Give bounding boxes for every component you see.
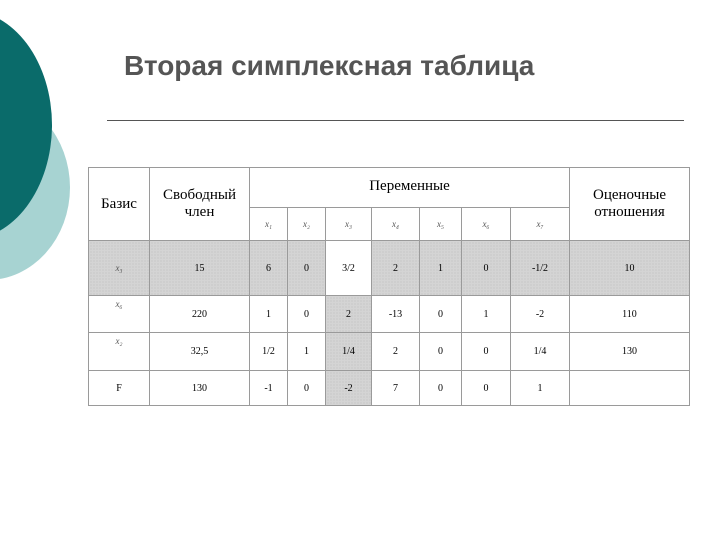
row-cell: 6 xyxy=(250,241,288,296)
row-cell: -2 xyxy=(511,296,570,333)
row-cell: -1/2 xyxy=(511,241,570,296)
row-cell: 1 xyxy=(420,241,462,296)
row-ratio: 10 xyxy=(570,241,690,296)
pivot-cell: 3/2 xyxy=(326,241,372,296)
row-cell: 2 xyxy=(326,296,372,333)
row-cell: 0 xyxy=(288,371,326,406)
var-header-x6: x₆ xyxy=(462,208,511,241)
row-basis: x₃ xyxy=(89,241,150,296)
var-header-x2: x₂ xyxy=(288,208,326,241)
row-cell: 0 xyxy=(462,371,511,406)
row-cell: -13 xyxy=(372,296,420,333)
row-cell: 2 xyxy=(372,333,420,371)
row-cell: 0 xyxy=(420,371,462,406)
ratio-header-line2: отношения xyxy=(594,204,665,220)
row-basis: F xyxy=(89,371,150,406)
table-row xyxy=(89,296,690,333)
free-term-header xyxy=(150,168,250,241)
row-cell: 1/2 xyxy=(250,333,288,371)
slide-title: Вторая симплексная таблица xyxy=(124,50,535,81)
row-cell: 0 xyxy=(420,296,462,333)
variables-header: Переменные xyxy=(250,168,570,208)
row-free-term: 32,5 xyxy=(150,333,250,371)
row-ratio: 110 xyxy=(570,296,690,333)
row-cell: 2 xyxy=(372,241,420,296)
var-header-x1: x₁ xyxy=(250,208,288,241)
header-row-1 xyxy=(89,168,690,208)
row-cell: 1 xyxy=(288,333,326,371)
row-ratio xyxy=(570,371,690,406)
row-cell: 0 xyxy=(462,333,511,371)
row-cell: 0 xyxy=(420,333,462,371)
row-cell: 1 xyxy=(511,371,570,406)
row-cell: 0 xyxy=(288,241,326,296)
row-basis: x₂ xyxy=(89,333,150,371)
row-cell: 1 xyxy=(250,296,288,333)
table-row xyxy=(89,241,690,296)
row-cell: 1 xyxy=(462,296,511,333)
simplex-table xyxy=(88,167,690,406)
var-header-x7: x₇ xyxy=(511,208,570,241)
row-cell: 0 xyxy=(462,241,511,296)
row-cell: -1 xyxy=(250,371,288,406)
row-cell: 1/4 xyxy=(511,333,570,371)
table-row xyxy=(89,371,690,406)
row-free-term: 130 xyxy=(150,371,250,406)
row-cell: 7 xyxy=(372,371,420,406)
free-term-header-line2: член xyxy=(184,204,215,220)
var-header-x3: x₃ xyxy=(326,208,372,241)
row-cell: 1/4 xyxy=(326,333,372,371)
free-term-header-line1: Свободный xyxy=(163,187,236,203)
table-row xyxy=(89,333,690,371)
row-cell: -2 xyxy=(326,371,372,406)
ratio-header-line1: Оценочные xyxy=(593,187,666,203)
var-header-x5: x₅ xyxy=(420,208,462,241)
row-cell: 0 xyxy=(288,296,326,333)
row-free-term: 15 xyxy=(150,241,250,296)
basis-header: Базис xyxy=(89,168,150,241)
row-free-term: 220 xyxy=(150,296,250,333)
title-underline xyxy=(107,120,684,121)
row-basis: x₆ xyxy=(89,296,150,333)
ratio-header xyxy=(570,168,690,241)
row-ratio: 130 xyxy=(570,333,690,371)
var-header-x4: x₄ xyxy=(372,208,420,241)
